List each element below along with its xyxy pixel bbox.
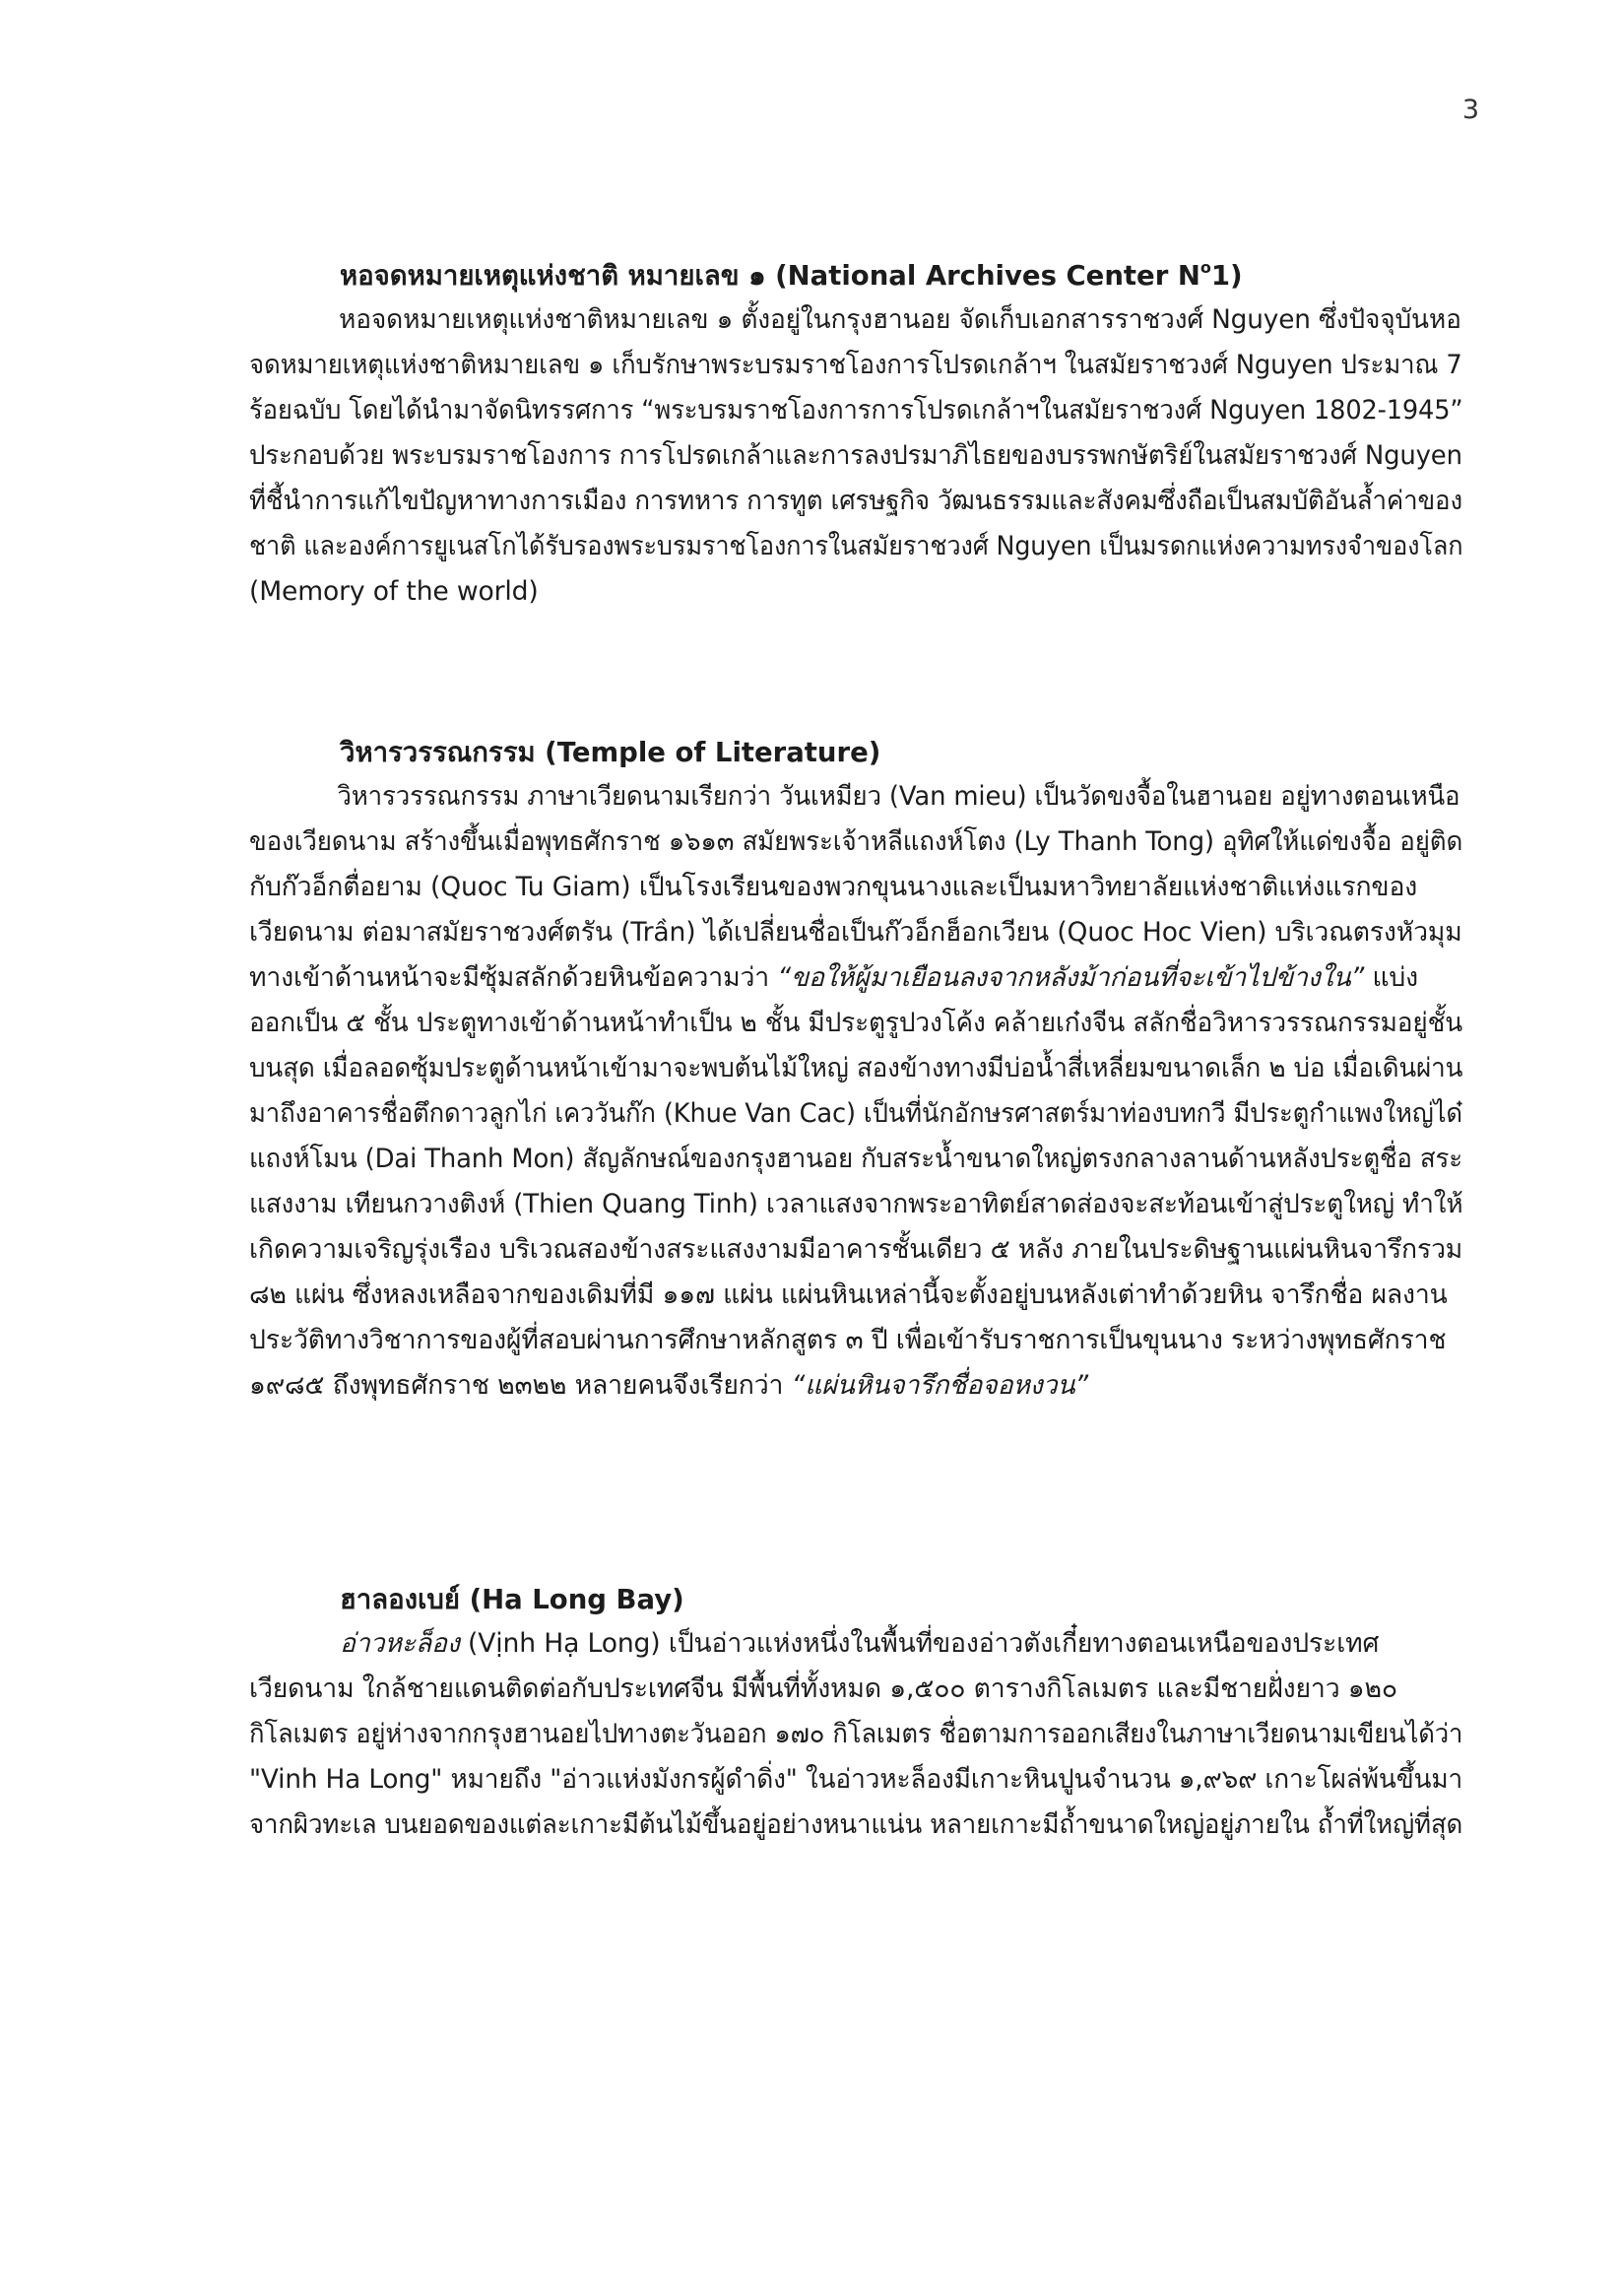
page-number: 3 — [1461, 95, 1479, 125]
text-line: กิโลเมตร อยู่ห่างจากกรุงฮานอยไปทางตะวันออก ๑๗๐ กิโลเมตร ชื่อตามการออกเสียงในภาษาเวียดนามเขียนได้ว่า — [249, 1719, 1463, 1749]
text-line: วิหารวรรณกรรม ภาษาเวียดนามเรียกว่า วันเหมียว (Van mieu) เป็นวัดขงจื้อในฮานอย อยู่ทางตอนเหนือ — [337, 781, 1460, 812]
section-heading: วิหารวรรณกรรม (Temple of Literature) — [340, 737, 881, 768]
text-line: เวียดนาม ใกล้ชายแดนติดต่อกับประเทศจีน มีพื้นที่ทั้งหมด ๑,๕๐๐ ตารางกิโลเมตร และมีชายฝั่งยาว ๑๒๐ — [249, 1673, 1397, 1704]
section-heading — [249, 248, 1462, 297]
text-line: ๘๒ แผ่น ซึ่งหลงเหลือจากของเดิมที่มี ๑๑๗ แผ่น แผ่นหินเหล่านี้จะตั้งอยู่บนหลังเต่าทำด้วยหิน จารึกชื่อ ผลงาน — [249, 1279, 1448, 1310]
text-line: แถงห์โมน (Dai Thanh Mon) สัญลักษณ์ของกรุงฮานอย กับสระน้ำขนาดใหญ่ตรงกลางลานด้านหลังประตูชื่อ สระ — [249, 1144, 1462, 1174]
text-line — [249, 1621, 1462, 1667]
text-line: ประกอบด้วย พระบรมราชโองการ การโปรดเกล้าและการลงปรมาภิไธยของบรรพกษัตริย์ในสมัยราชวงศ์ Nguyen — [249, 440, 1462, 472]
text-line: ที่ชี้นำการแก้ไขปัญหาทางการเมือง การทหาร การทูต เศรษฐกิจ วัฒนธรรมและสังคมซึ่งถือเป็นสมบัติอันล้ำค่าของ — [249, 486, 1462, 517]
text-line: ของเวียดนาม สร้างขึ้นเมื่อพุทธศักราช ๑๖๑๓ สมัยพระเจ้าหลีแถงห์โตง (Ly Thanh Tong) อุทิศให้แด่ขงจื้อ อยู่ติด — [249, 826, 1463, 857]
section-ha-long-bay — [249, 1578, 1462, 1848]
section-temple-of-literature — [249, 731, 1462, 1409]
text-segment: ๑๙๘๕ ถึงพุทธศักราช ๒๓๒๒ หลายคนจึงเรียกว่า — [249, 1370, 792, 1401]
text-line: "Vinh Ha Long" หมายถึง "อ่าวแห่งมังกรผู้ดำดิ่ง" ในอ่าวหะล็องมีเกาะหินปูนจำนวน ๑,๙๖๙ เกาะโผล่พ้นขึ้นมา — [249, 1764, 1463, 1795]
text-line-with-quote — [249, 955, 1462, 1001]
heading-text: หอจดหมายเหตุแห่งชาติ หมายเลข ๑ (National Archives Center N — [340, 260, 1200, 293]
text-line: เกิดความเจริญรุ่งเรือง บริเวณสองข้างสระแสงงามมีอาคารชั้นเดียว ๕ หลัง ภายในประดิษฐานแผ่นหินจารึกรวม — [249, 1234, 1463, 1265]
paragraph — [249, 1621, 1462, 1848]
text-line: แสงงาม เทียนกวางติงห์ (Thien Quang Tinh) เวลาแสงจากพระอาทิตย์สาดส่องจะสะท้อนเข้าสู่ประตูใหญ่ ทำให้ — [249, 1189, 1463, 1219]
section-heading: ฮาลองเบย์ (Ha Long Bay) — [340, 1584, 684, 1615]
text-line: บนสุด เมื่อลอดซุ้มประตูด้านหน้าเข้ามาจะพบต้นไม้ใหญ่ สองข้างทางมีบ่อน้ำสี่เหลี่ยมขนาดเล็ก ๒ บ่อ เมื่อเดินผ่าน — [249, 1053, 1463, 1083]
heading-text-end: 1) — [1210, 260, 1243, 293]
text-line-with-quote — [249, 1363, 1462, 1409]
text-line: ชาติ และองค์การยูเนสโกได้รับรองพระบรมราชโองการในสมัยราชวงศ์ Nguyen เป็นมรดกแห่งความทรงจำของโลก — [249, 531, 1463, 562]
section-national-archives — [249, 248, 1462, 615]
italic-term: อ่าวหะล็อง — [340, 1628, 460, 1659]
text-line: มาถึงอาคารชื่อตึกดาวลูกไก่ เคววันก๊ก (Khue Van Cac) เป็นที่นักอักษรศาสตร์มาท่องบทกวี มีประตูกำแพงใหญ่ได๋ — [249, 1098, 1462, 1129]
text-line: ร้อยฉบับ โดยได้นำมาจัดนิทรรศการ “พระบรมราชโองการการโปรดเกล้าฯในสมัยราชวงศ์ Nguyen 1802-1945” — [249, 395, 1463, 426]
text-line: เวียดนาม ต่อมาสมัยราชวงศ์ตรัน (Trần) ได้เปลี่ยนชื่อเป็นก๊วอ็กฮ็อกเวียน (Quoc Hoc Vien) บริเวณตรงหัวมุม — [249, 917, 1462, 948]
text-line: จากผิวทะเล บนยอดของแต่ละเกาะมีต้นไม้ขึ้นอยู่อย่างหนาแน่น หลายเกาะมีถ้ำขนาดใหญ่อยู่ภายใน ถ้ำที่ใหญ่ที่สุด — [249, 1809, 1463, 1840]
text-line: หอจดหมายเหตุแห่งชาติหมายเลข ๑ ตั้งอยู่ในกรุงฮานอย จัดเก็บเอกสารราชวงศ์ Nguyen ซึ่งปัจจุบันหอ — [339, 304, 1461, 336]
text-line: ประวัติทางวิชาการของผู้ที่สอบผ่านการศึกษาหลักสูตร ๓ ปี เพื่อเข้ารับราชการเป็นขุนนาง ระหว่างพุทธศักราช — [249, 1325, 1447, 1355]
text-line: กับก๊วอ็กตื่อยาม (Quoc Tu Giam) เป็นโรงเรียนของพวกขุนนางและเป็นมหาวิทยาลัยแห่งชาติแห่งแรกของ — [249, 872, 1418, 902]
text-segment: ทางเข้าด้านหน้าจะมีซุ้มสลักด้วยหินข้อความว่า — [249, 962, 778, 993]
italic-quote: “แผ่นหินจารึกชื่อจอหงวน” — [791, 1370, 1089, 1401]
italic-quote: “ขอให้ผู้มาเยือนลงจากหลังม้าก่อนที่จะเข้าไปข้างใน” — [777, 962, 1365, 993]
text-segment: (Vịnh Hạ Long) เป็นอ่าวแห่งหนึ่งในพื้นที่ของอ่าวตังเกี๋ยทางตอนเหนือของประเทศ — [459, 1628, 1380, 1659]
text-segment: แบ่ง — [1364, 962, 1419, 993]
text-line: ออกเป็น ๕ ชั้น ประตูทางเข้าด้านหน้าทำเป็น ๒ ชั้น มีประตูรูปวงโค้ง คล้ายเก๋งจีน สลักชื่อวิหารวรรณกรรมอยู่ชั้น — [249, 1008, 1463, 1038]
heading-superscript: o — [1200, 258, 1211, 277]
text-line: (Memory of the world) — [249, 576, 539, 608]
paragraph — [249, 297, 1462, 615]
paragraph — [249, 774, 1462, 1409]
text-line: จดหมายเหตุแห่งชาติหมายเลข ๑ เก็บรักษาพระบรมราชโองการโปรดเกล้าฯ ในสมัยราชวงศ์ Nguyen ประมาณ 7 — [249, 350, 1462, 381]
